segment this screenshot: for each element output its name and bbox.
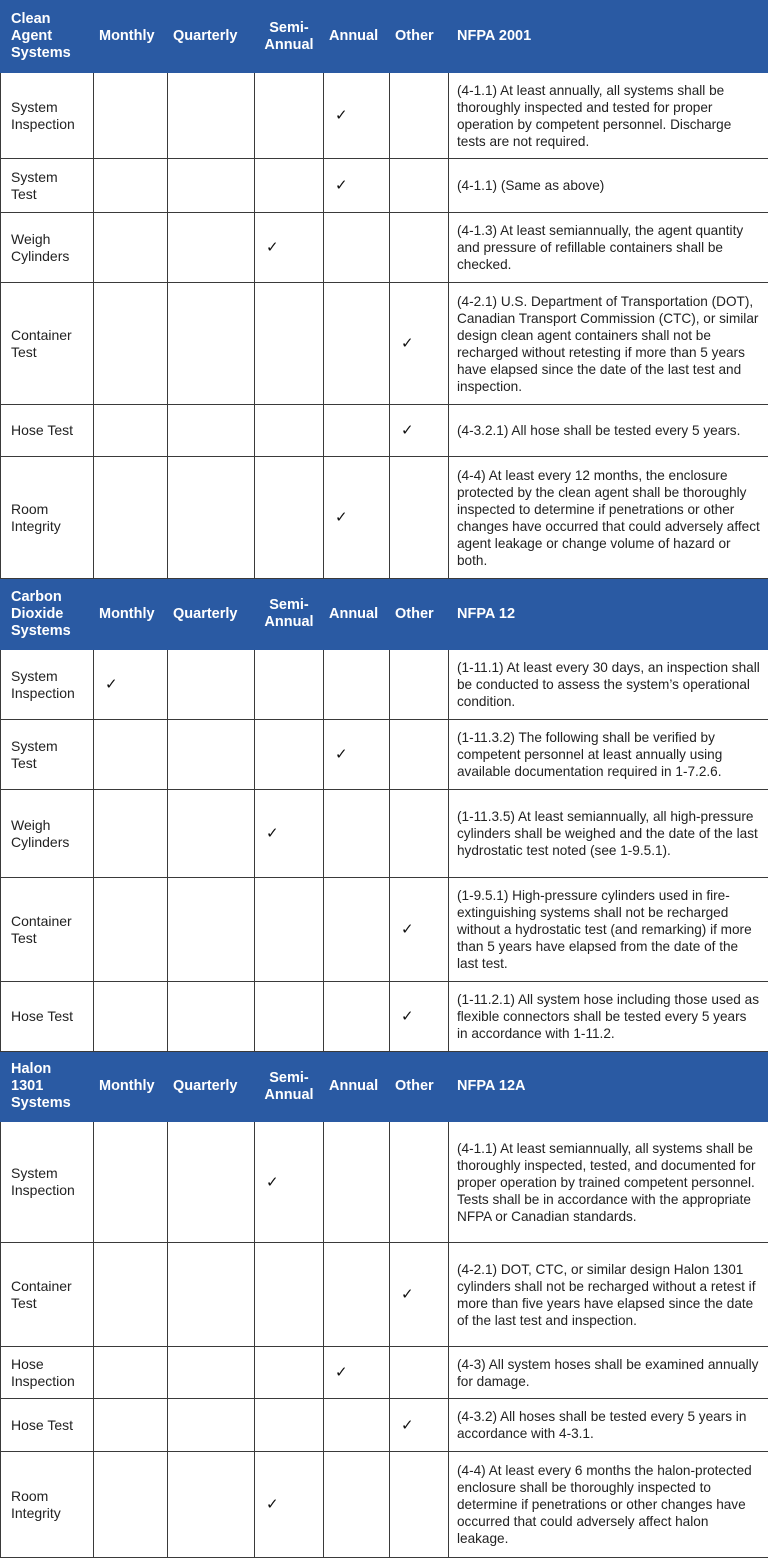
col-monthly: Monthly — [94, 1, 168, 73]
cell-other — [390, 1347, 449, 1399]
cell-monthly — [94, 1347, 168, 1399]
cell-other — [390, 650, 449, 720]
row-item: Container Test — [1, 1243, 94, 1347]
system-title: Halon 1301 Systems — [1, 1052, 94, 1122]
section-header-carbon-dioxide — [1, 579, 768, 650]
row-description: (4-2.1) U.S. Department of Transportation (DOT), Canadian Transport Commission (CTC), or similar design clean agent containers shall not be recharged without retesting if more than 5 years have elapsed since the date of the last test and inspection. — [449, 283, 768, 405]
cell-monthly — [94, 720, 168, 790]
table-row — [1, 73, 768, 159]
cell-semi-annual — [255, 720, 324, 790]
table-row — [1, 650, 768, 720]
row-item: System Test — [1, 720, 94, 790]
cell-quarterly — [168, 73, 255, 159]
row-description: (4-3.2.1) All hose shall be tested every 5 years. — [449, 405, 768, 457]
cell-monthly — [94, 650, 168, 720]
col-annual: Annual — [324, 1052, 390, 1122]
cell-quarterly — [168, 283, 255, 405]
cell-monthly — [94, 1452, 168, 1558]
check-mark-icon: ✓ — [105, 676, 118, 693]
row-item: Hose Test — [1, 982, 94, 1052]
cell-other — [390, 878, 449, 982]
cell-semi-annual — [255, 1243, 324, 1347]
cell-monthly — [94, 159, 168, 213]
cell-quarterly — [168, 1122, 255, 1243]
cell-semi-annual — [255, 159, 324, 213]
cell-annual — [324, 1452, 390, 1558]
check-mark-icon: ✓ — [266, 239, 279, 256]
row-description: (4-3) All system hoses shall be examined annually for damage. — [449, 1347, 768, 1399]
col-quarterly: Quarterly — [168, 579, 255, 650]
table-row — [1, 982, 768, 1052]
col-annual: Annual — [324, 1, 390, 73]
cell-other — [390, 159, 449, 213]
row-item: Hose Inspection — [1, 1347, 94, 1399]
cell-quarterly — [168, 457, 255, 579]
row-item: Hose Test — [1, 1399, 94, 1452]
cell-semi-annual — [255, 405, 324, 457]
table-row — [1, 790, 768, 878]
row-item: Container Test — [1, 283, 94, 405]
cell-other — [390, 405, 449, 457]
col-semi-annual: Semi- Annual — [255, 1, 324, 73]
cell-annual — [324, 650, 390, 720]
cell-monthly — [94, 790, 168, 878]
row-description: (4-4) At least every 6 months the halon-protected enclosure shall be thoroughly inspected to determine if penetrations or other changes have occurred that could adversely affect halon leakage. — [449, 1452, 768, 1558]
cell-semi-annual — [255, 1347, 324, 1399]
system-title: Clean Agent Systems — [1, 1, 94, 73]
cell-monthly — [94, 73, 168, 159]
cell-quarterly — [168, 159, 255, 213]
table-row — [1, 159, 768, 213]
cell-other — [390, 73, 449, 159]
cell-semi-annual — [255, 283, 324, 405]
cell-semi-annual — [255, 1452, 324, 1558]
check-mark-icon: ✓ — [335, 107, 348, 124]
check-mark-icon: ✓ — [401, 921, 414, 938]
row-item: Room Integrity — [1, 457, 94, 579]
cell-annual — [324, 790, 390, 878]
table-row — [1, 405, 768, 457]
check-mark-icon: ✓ — [401, 422, 414, 439]
cell-quarterly — [168, 878, 255, 982]
row-description: (4-3.2) All hoses shall be tested every 5 years in accordance with 4-3.1. — [449, 1399, 768, 1452]
cell-other — [390, 790, 449, 878]
col-other: Other — [390, 579, 449, 650]
cell-annual — [324, 213, 390, 283]
cell-monthly — [94, 1243, 168, 1347]
row-description: (1-9.5.1) High-pressure cylinders used in fire-extinguishing systems shall not be recharged without a hydrostatic test (and remarking) if more than 5 years have elapsed from the date of the last test. — [449, 878, 768, 982]
cell-semi-annual — [255, 1399, 324, 1452]
row-description: (1-11.2.1) All system hose including those used as flexible connectors shall be tested every 5 years in accordance with 1-11.2. — [449, 982, 768, 1052]
check-mark-icon: ✓ — [266, 825, 279, 842]
cell-monthly — [94, 405, 168, 457]
system-title: Carbon Dioxide Systems — [1, 579, 94, 650]
table-row — [1, 1243, 768, 1347]
cell-other — [390, 1243, 449, 1347]
cell-annual — [324, 73, 390, 159]
row-description: (1-11.3.2) The following shall be verified by competent personnel at least annually using available documentation required in 1-7.2.6. — [449, 720, 768, 790]
col-other: Other — [390, 1052, 449, 1122]
col-monthly: Monthly — [94, 1052, 168, 1122]
check-mark-icon: ✓ — [266, 1496, 279, 1513]
section-header-halon-1301 — [1, 1052, 768, 1122]
cell-semi-annual — [255, 213, 324, 283]
cell-monthly — [94, 982, 168, 1052]
cell-monthly — [94, 1399, 168, 1452]
cell-quarterly — [168, 790, 255, 878]
cell-semi-annual — [255, 790, 324, 878]
cell-quarterly — [168, 1399, 255, 1452]
cell-monthly — [94, 1122, 168, 1243]
cell-other — [390, 283, 449, 405]
row-description: (4-1.1) At least annually, all systems shall be thoroughly inspected and tested for proper operation by competent personnel. Discharge tests are not required. — [449, 73, 768, 159]
check-mark-icon: ✓ — [335, 509, 348, 526]
table-row — [1, 1347, 768, 1399]
cell-other — [390, 1452, 449, 1558]
row-item: System Inspection — [1, 1122, 94, 1243]
row-description: (1-11.1) At least every 30 days, an inspection shall be conducted to assess the system’s operational condition. — [449, 650, 768, 720]
col-annual: Annual — [324, 579, 390, 650]
row-item: Hose Test — [1, 405, 94, 457]
table-row — [1, 720, 768, 790]
cell-monthly — [94, 213, 168, 283]
row-description: (4-1.3) At least semiannually, the agent quantity and pressure of refillable containers shall be checked. — [449, 213, 768, 283]
check-mark-icon: ✓ — [266, 1173, 279, 1191]
cell-annual — [324, 878, 390, 982]
table-row — [1, 1399, 768, 1452]
cell-annual — [324, 720, 390, 790]
cell-other — [390, 213, 449, 283]
row-description: (1-11.3.5) At least semiannually, all high-pressure cylinders shall be weighed and the date of the last hydrostatic test noted (see 1-9.5.1). — [449, 790, 768, 878]
cell-annual — [324, 457, 390, 579]
cell-semi-annual — [255, 982, 324, 1052]
check-mark-icon: ✓ — [401, 1416, 414, 1434]
row-description: (4-4) At least every 12 months, the enclosure protected by the clean agent shall be thoroughly inspected to determine if penetrations or other changes have occurred that could adversely affect agent leakage or change volume of hazard or both. — [449, 457, 768, 579]
cell-annual — [324, 1243, 390, 1347]
cell-monthly — [94, 457, 168, 579]
col-semi-annual: Semi- Annual — [255, 579, 324, 650]
row-item: Room Integrity — [1, 1452, 94, 1558]
section-header-clean-agent — [1, 1, 768, 73]
row-description: (4-1.1) (Same as above) — [449, 159, 768, 213]
check-mark-icon: ✓ — [401, 1008, 414, 1025]
col-semi-annual: Semi- Annual — [255, 1052, 324, 1122]
cell-annual — [324, 1122, 390, 1243]
cell-annual — [324, 1347, 390, 1399]
cell-annual — [324, 982, 390, 1052]
cell-quarterly — [168, 650, 255, 720]
cell-other — [390, 982, 449, 1052]
row-item: System Inspection — [1, 73, 94, 159]
col-standard: NFPA 12 — [449, 579, 768, 650]
row-item: System Test — [1, 159, 94, 213]
row-item: Weigh Cylinders — [1, 790, 94, 878]
check-mark-icon: ✓ — [401, 335, 414, 352]
cell-other — [390, 1122, 449, 1243]
cell-monthly — [94, 283, 168, 405]
check-mark-icon: ✓ — [335, 177, 348, 194]
cell-annual — [324, 1399, 390, 1452]
col-monthly: Monthly — [94, 579, 168, 650]
cell-semi-annual — [255, 457, 324, 579]
cell-annual — [324, 159, 390, 213]
cell-monthly — [94, 878, 168, 982]
cell-other — [390, 457, 449, 579]
check-mark-icon: ✓ — [335, 1364, 348, 1381]
table-row — [1, 457, 768, 579]
cell-quarterly — [168, 720, 255, 790]
row-item: Weigh Cylinders — [1, 213, 94, 283]
col-quarterly: Quarterly — [168, 1, 255, 73]
check-mark-icon: ✓ — [335, 746, 348, 763]
cell-semi-annual — [255, 650, 324, 720]
row-description: (4-1.1) At least semiannually, all systems shall be thoroughly inspected, tested, and documented for proper operation by trained competent personnel. Tests shall be in accordance with the appropriate NFPA or Canadian standards. — [449, 1122, 768, 1243]
table-row — [1, 1122, 768, 1243]
table-row — [1, 213, 768, 283]
cell-annual — [324, 405, 390, 457]
cell-quarterly — [168, 1243, 255, 1347]
cell-semi-annual — [255, 1122, 324, 1243]
col-quarterly: Quarterly — [168, 1052, 255, 1122]
cell-annual — [324, 283, 390, 405]
cell-semi-annual — [255, 73, 324, 159]
col-standard: NFPA 12A — [449, 1052, 768, 1122]
table-row — [1, 283, 768, 405]
cell-semi-annual — [255, 878, 324, 982]
row-item: System Inspection — [1, 650, 94, 720]
table-row — [1, 1452, 768, 1558]
row-item: Container Test — [1, 878, 94, 982]
cell-quarterly — [168, 982, 255, 1052]
col-standard: NFPA 2001 — [449, 1, 768, 73]
check-mark-icon: ✓ — [401, 1286, 414, 1303]
cell-other — [390, 1399, 449, 1452]
cell-quarterly — [168, 1347, 255, 1399]
cell-other — [390, 720, 449, 790]
row-description: (4-2.1) DOT, CTC, or similar design Halon 1301 cylinders shall not be recharged without a retest if more than five years have elapsed since the date of the last test and inspection. — [449, 1243, 768, 1347]
col-other: Other — [390, 1, 449, 73]
cell-quarterly — [168, 213, 255, 283]
cell-quarterly — [168, 1452, 255, 1558]
table-row — [1, 878, 768, 982]
cell-quarterly — [168, 405, 255, 457]
